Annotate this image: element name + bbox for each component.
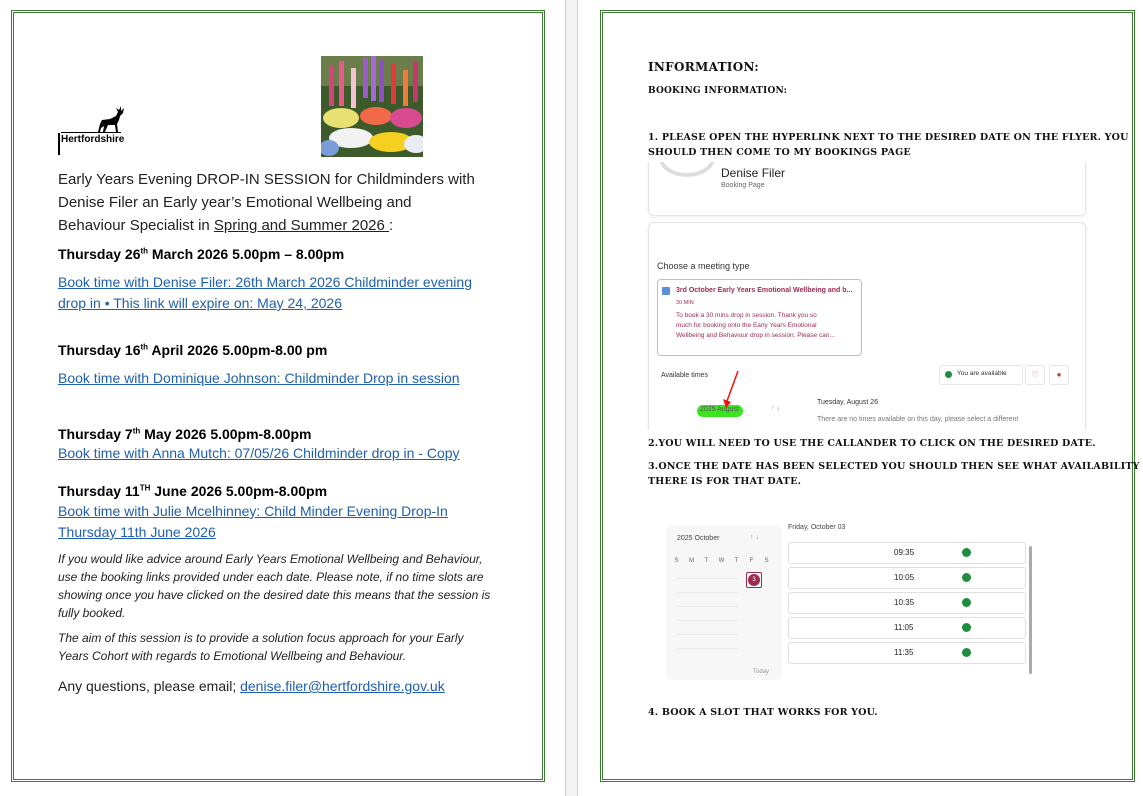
step-4: 4. BOOK A SLOT THAT WORKS FOR YOU. [648,707,878,718]
availability-pill [939,365,1023,385]
calendar-panel [666,525,782,680]
session-date: Thursday 11TH June 2026 5.00pm-8.00pm [58,483,328,499]
available-times-label: Available times [661,372,708,379]
red-arrow-icon [721,369,743,409]
intro-line: Early Years Evening DROP-IN SESSION for Childminders with [58,171,475,188]
session-date: Thursday 16th April 2026 5.00pm-8.00 pm [58,342,328,358]
no-times-message: There are no times available on this day, please select a different [817,416,1019,423]
link-text[interactable]: Book time with Denise Filer: 26th March 2026 Childminder evening [58,274,472,290]
session-date: Thursday 26th March 2026 5.00pm – 8.00pm [58,246,345,262]
step-2: 2.YOU WILL NEED TO USE THE CALLANDER TO CLICK ON THE DESIRED DATE. [648,438,1096,449]
questions-text: Any questions, please email; [58,678,241,694]
calendar-icon [662,287,670,295]
link-text[interactable]: Thursday 11th June 2026 [58,524,216,540]
time-slot[interactable]: 10:35 [788,592,1026,614]
profile-subtitle: Booking Page [721,182,765,189]
weekday-row: S M T W T F S [674,558,769,564]
calendar-days-faded [676,572,738,662]
link-text[interactable]: Book time with Julie Mcelhinney: Child Minder Evening Drop-In [58,503,448,519]
check-icon [962,648,971,657]
availability-text: You are available [957,370,1007,377]
time-slot[interactable]: 10:05 [788,567,1026,589]
check-icon [962,598,971,607]
today-button[interactable]: Today [753,669,770,675]
month-label: 2025 August [700,406,739,413]
avatar [659,162,715,177]
intro-line [58,214,518,237]
choose-meeting-label: Choose a meeting type [657,261,750,271]
profile-card [648,162,1086,216]
email-link[interactable]: denise.filer@hertfordshire.gov.uk [240,678,445,694]
season-underlined: Spring and Summer 2026 [213,217,390,234]
session-date: Thursday 7th May 2026 5.00pm-8.00pm [58,426,312,442]
stag-icon [88,104,148,134]
check-icon [945,371,952,378]
page-gutter [565,0,578,796]
heading: INFORMATION: [648,60,760,74]
time-slot[interactable]: 09:35 [788,542,1026,564]
meeting-card [648,222,1086,430]
meeting-description: To book a 30 mins drop in session. Thank you so much for booking onto the Early Years Emotional Wellbeing and Behaviour drop in session. Please can... [676,312,835,339]
time-slot[interactable]: 11:05 [788,617,1026,639]
booking-link-11-june[interactable] [58,501,528,543]
month-nav-icon[interactable]: ↑ ↓ [771,405,780,412]
step-1: 1. PLEASE OPEN THE HYPERLINK NEXT TO THE DESIRED DATE ON THE FLYER. YOU SHOULD THEN COME TO MY BOOKINGS PAGE [648,132,1129,158]
calendar-month: 2025 October [677,535,720,542]
heart-icon[interactable]: ♡ [1025,365,1045,385]
booking-link-26-march[interactable] [58,272,528,314]
subheading: BOOKING INFORMATION: [648,86,788,96]
check-icon [962,573,971,582]
booking-link-16-april[interactable]: Book time with Dominique Johnson: Childminder Drop in session [58,370,460,386]
right-page [578,0,1143,796]
availability-screenshot [666,508,1052,680]
step-3: 3.ONCE THE DATE HAS BEEN SELECTED YOU SHOULD THEN SEE WHAT AVAILABILITY THERE IS FOR THAT DATE. [648,461,1140,487]
left-page [0,0,565,796]
flowers-image [321,56,423,157]
calendar-grid [669,549,781,569]
link-text[interactable]: drop in • This link will expire on: May 24, 2026 [58,295,343,311]
time-slot-list [788,542,1028,680]
intro-text [58,168,518,237]
contact-line [58,676,445,697]
aim-paragraph: The aim of this session is to provide a solution focus approach for your Early Years Cohort with regards to Emotional Wellbeing and Behaviour. [58,631,464,663]
scrollbar[interactable] [1029,546,1032,674]
advice-paragraph: If you would like advice around Early Years Emotional Wellbeing and Behaviour, use the booking links provided under each date. Please note, if no time slots are showing once you have clicked on the desired date this means that the session is fully booked. [58,552,491,620]
colon: : [389,217,394,234]
intro-text-span: Behaviour Specialist in [58,217,214,234]
month-nav-icon[interactable]: ↑ ↓ [750,534,759,541]
check-icon [962,623,971,632]
logo-text: Hertfordshire [61,134,125,145]
time-slot[interactable]: 11:35 [788,642,1026,664]
intro-line: Denise Filer an Early year’s Emotional Wellbeing and [58,194,412,211]
meeting-title: 3rd October Early Years Emotional Wellbeing and b... [676,287,853,294]
palette-icon[interactable]: ● [1049,365,1069,385]
bookings-page-screenshot [646,162,1088,430]
selected-day-outline[interactable] [746,572,762,588]
booking-link-7-may[interactable]: Book time with Anna Mutch: 07/05/26 Childminder drop in - Copy [58,445,460,461]
selected-day[interactable]: 3 [748,574,760,586]
profile-name: Denise Filer [721,166,786,180]
meeting-duration: 30 MIN [676,300,694,306]
meeting-type-option[interactable] [657,279,862,356]
check-icon [962,548,971,557]
selected-date-label: Tuesday, August 26 [817,399,879,406]
slots-date-label: Friday, October 03 [788,524,846,531]
